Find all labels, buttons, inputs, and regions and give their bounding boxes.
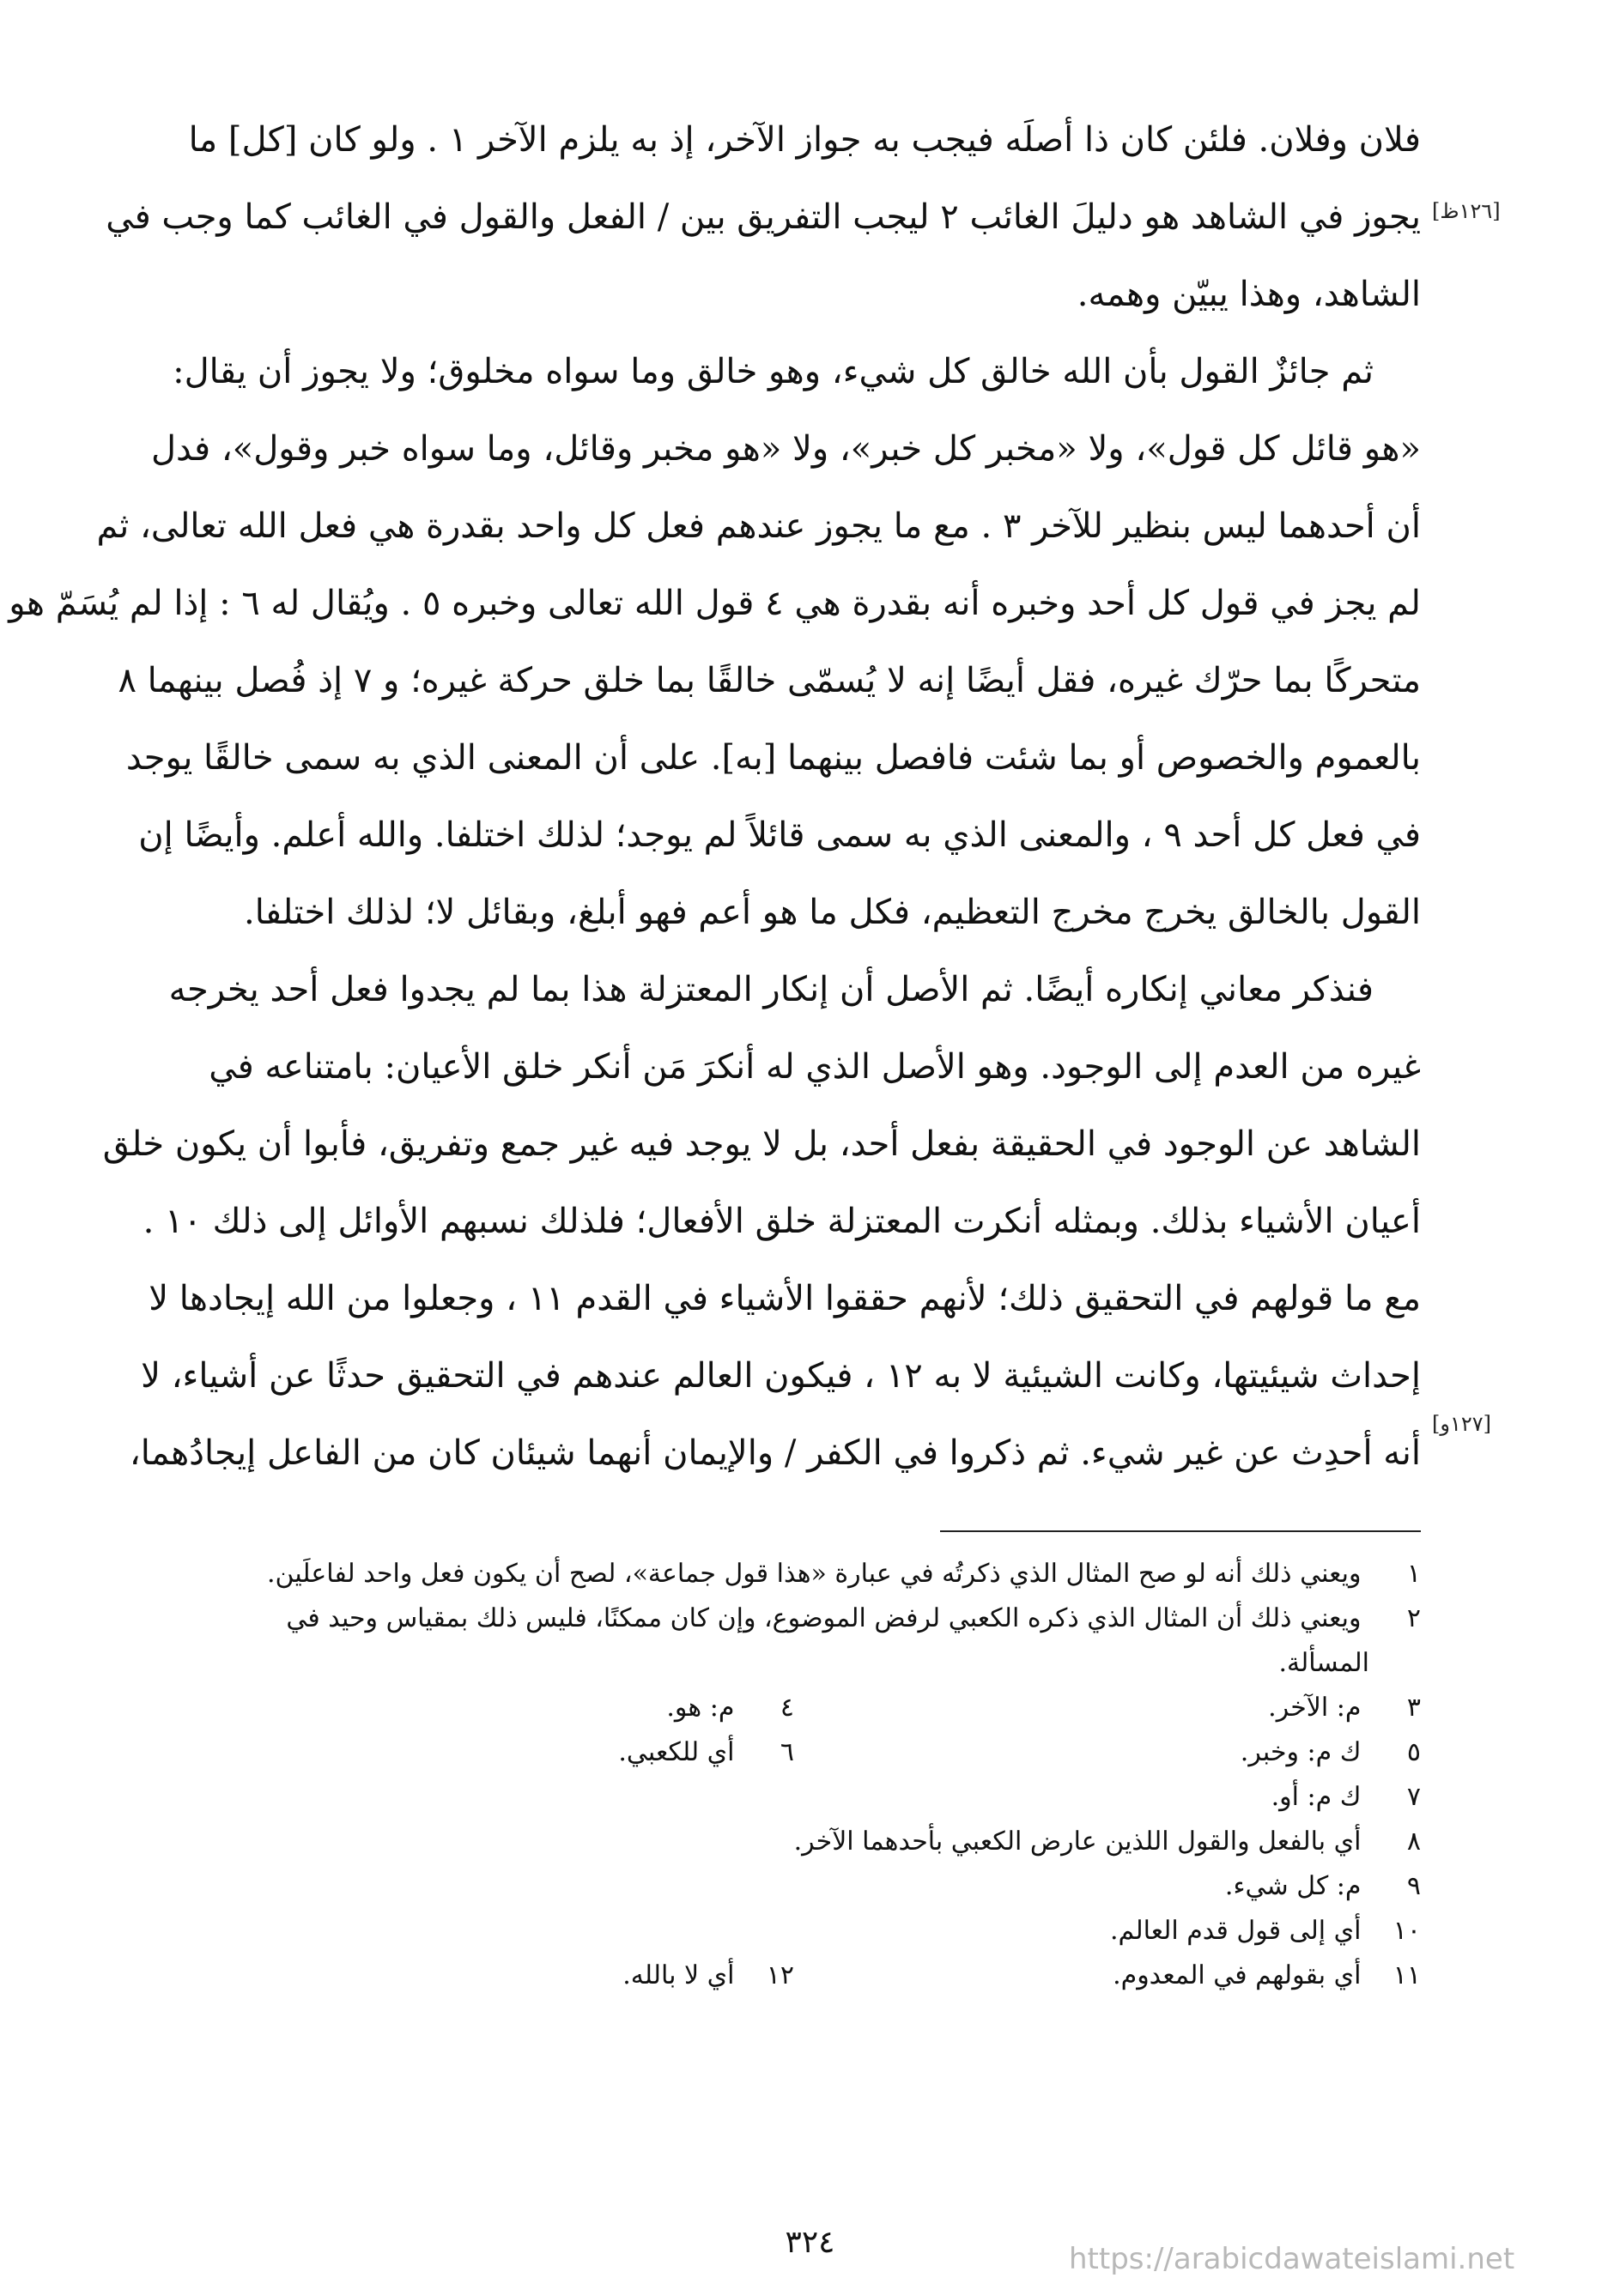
watermark-url: https://arabicdawateislami.net [1069, 2242, 1515, 2276]
text-line: بالعموم والخصوص أو بما شئت فافصل بينهما [به]. على أن المعنى الذي به سمى خالقًا يوجد [125, 738, 1421, 778]
page-number: ٣٢٤ [785, 2225, 835, 2260]
text-line: إحداث شيئيتها، وكانت الشيئية لا به ١٢ ، فيكون العالم عندهم في التحقيق حدثًا عن أشياء، لا [141, 1356, 1421, 1396]
footnote-text: أي إلى قول قدم العالم. [1109, 1916, 1362, 1946]
footnote-text: ويعني ذلك أن المثال الذي ذكره الكعبي لرفض الموضوع، وإن كان ممكنًا، فليس ذلك بمقياس وحيد في [286, 1603, 1362, 1633]
footnote [133, 1552, 1421, 1596]
footnotes [133, 1552, 1421, 1998]
footnote-number: ١٠ [1392, 1916, 1421, 1946]
footnote [1241, 1730, 1421, 1775]
footnote-text: ويعني ذلك أنه لو صح المثال الذي ذكرتُه في عبارة «هذا قول جماعة»، لصح أن يكون فعل واحد لفاعلَين. [266, 1559, 1362, 1589]
footnote-number: ١١ [1392, 1960, 1421, 1990]
text-line: أعيان الأشياء بذلك. وبمثله أنكرت المعتزلة خلق الأفعال؛ فلذلك نسبهم الأوائل إلى ذلك ١٠ . [143, 1202, 1421, 1241]
footnote [133, 1820, 1421, 1864]
footnote-number: ٥ [1406, 1737, 1421, 1767]
footnote-pair [133, 1954, 1421, 1998]
footnote [1113, 1954, 1421, 1998]
text-line: «هو قائل كل قول»، ولا «مخبر كل خبر»، ولا «هو مخبر وقائل، وما سواه خبر وقول»، فدل [150, 429, 1421, 469]
footnote [133, 1775, 1421, 1820]
footnote-pair [133, 1686, 1421, 1730]
footnote-number: ١٢ [766, 1960, 794, 1990]
text-line: أن أحدهما ليس بنظير للآخر ٣ . مع ما يجوز عندهم فعل كل واحد بقدرة هي فعل الله تعالى، ثم [96, 506, 1421, 546]
footnote-continuation: المسألة. [1278, 1648, 1369, 1678]
text-line: غيره من العدم إلى الوجود. وهو الأصل الذي له أنكرَ مَن أنكر خلق الأعيان: بامتناعه في [209, 1047, 1421, 1087]
footnote-number: ١ [1406, 1559, 1421, 1589]
text-line: لم يجز في قول كل أحد وخبره أنه بقدرة هي ٤ قول الله تعالى وخبره ٥ . ويُقال له ٦ : إذا لم يُسَمّ هو [9, 584, 1421, 623]
footnote-text: أي لا بالله. [622, 1960, 735, 1990]
footnote-number: ٦ [780, 1737, 794, 1767]
text-line: يجوز في الشاهد هو دليلَ الغائب ٢ ليجب التفريق بين / الفعل والقول في الغائب كما وجب في [106, 197, 1421, 237]
text-line: فنذكر معاني إنكاره أيضًا. ثم الأصل أن إنكار المعتزلة هذا بما لم يجدوا فعل أحد يخرجه [168, 970, 1374, 1009]
footnote [618, 1730, 794, 1775]
footnote-text: م: هو. [666, 1693, 735, 1723]
footnote [622, 1954, 794, 1998]
footnote-text: ك م: أو. [1271, 1782, 1362, 1812]
footnote [666, 1686, 794, 1730]
footnote-text: أي للكعبي. [618, 1737, 735, 1767]
footnote-text: م: كل شيء. [1224, 1871, 1362, 1901]
text-line: متحركًا بما حرّك غيره، فقل أيضًا إنه لا يُسمّى خالقًا بما خلق حركة غيره؛ و ٧ إذ فُصل بينهما ٨ [118, 661, 1421, 700]
text-line: أنه أحدِث عن غير شيء. ثم ذكروا في الكفر / والإيمان أنهما شيئان كان من الفاعل إيجادُهما، [129, 1433, 1421, 1473]
footnote-number: ٨ [1406, 1827, 1421, 1857]
footnote-number: ٩ [1406, 1871, 1421, 1901]
footnote [133, 1596, 1421, 1641]
footnote-text: أي بالفعل والقول اللذين عارض الكعبي بأحدهما الآخر. [793, 1827, 1362, 1857]
margin-folio-note: [١٢٦ظ] [1432, 199, 1501, 223]
footnote [133, 1864, 1421, 1909]
text-line: في فعل كل أحد ٩ ، والمعنى الذي به سمى قائلاً لم يوجد؛ لذلك اختلفا. والله أعلم. وأيضًا إن [138, 815, 1421, 855]
footnote-text: أي بقولهم في المعدوم. [1113, 1960, 1362, 1990]
margin-folio-note: [١٢٧و] [1432, 1412, 1491, 1436]
footnote-text: م: الآخر. [1268, 1693, 1362, 1723]
footnote-pair [133, 1730, 1421, 1775]
text-line: الشاهد، وهذا يبيّن وهمه. [1077, 275, 1421, 314]
text-line: ثم جائزٌ القول بأن الله خالق كل شيء، وهو خالق وما سواه مخلوق؛ ولا يجوز أن يقال: [173, 352, 1374, 391]
footnote-number: ٧ [1406, 1782, 1421, 1812]
text-line: فلان وفلان. فلئن كان ذا أصلَه فيجب به جواز الآخر، إذ به يلزم الآخر ١ . ولو كان [كل] ما [188, 120, 1421, 160]
footnote [1268, 1686, 1421, 1730]
text-line: مع ما قولهم في التحقيق ذلك؛ لأنهم حققوا الأشياء في القدم ١١ ، وجعلوا من الله إيجادها لا [149, 1279, 1421, 1318]
text-line: الشاهد عن الوجود في الحقيقة بفعل أحد، بل لا يوجد فيه غير جمع وتفريق، فأبوا أن يكون خلق [102, 1124, 1421, 1164]
footnote-number: ٤ [780, 1693, 794, 1723]
footnote-number: ٢ [1406, 1603, 1421, 1633]
text-line: القول بالخالق يخرج مخرج التعظيم، فكل ما هو أعم فهو أبلغ، وبقائل لا؛ لذلك اختلفا. [244, 893, 1421, 932]
footnote-number: ٣ [1406, 1693, 1421, 1723]
footnote [133, 1909, 1421, 1954]
main-text [9, 101, 1421, 1492]
footnote-text: ك م: وخبر. [1240, 1737, 1362, 1767]
